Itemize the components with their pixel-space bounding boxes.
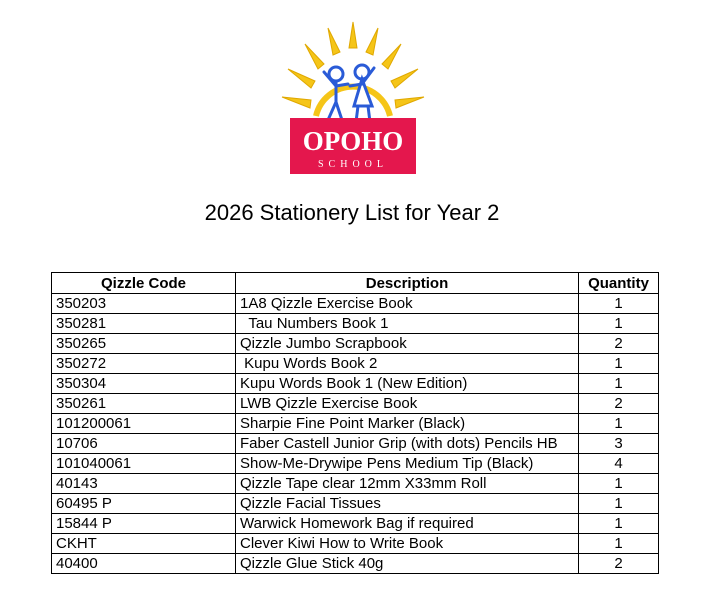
row-quantity: 2 (579, 394, 659, 414)
row-code: CKHT (52, 534, 236, 554)
table-row (52, 514, 659, 534)
table-row (52, 554, 659, 574)
table-row (52, 534, 659, 554)
row-description: Clever Kiwi How to Write Book (236, 534, 579, 554)
row-description: Kupu Words Book 2 (236, 354, 579, 374)
header-quantity: Quantity (579, 273, 659, 294)
row-quantity: 2 (579, 554, 659, 574)
table-row (52, 414, 659, 434)
row-quantity: 1 (579, 314, 659, 334)
row-description: Show-Me-Drywipe Pens Medium Tip (Black) (236, 454, 579, 474)
row-description: Qizzle Glue Stick 40g (236, 554, 579, 574)
row-quantity: 1 (579, 294, 659, 314)
row-code: 40143 (52, 474, 236, 494)
table-row (52, 314, 659, 334)
row-code: 350261 (52, 394, 236, 414)
row-code: 350281 (52, 314, 236, 334)
row-code: 101040061 (52, 454, 236, 474)
row-quantity: 1 (579, 494, 659, 514)
row-description: Tau Numbers Book 1 (236, 314, 579, 334)
row-code: 350203 (52, 294, 236, 314)
row-description: Kupu Words Book 1 (New Edition) (236, 374, 579, 394)
row-code: 10706 (52, 434, 236, 454)
sun-rays-icon (282, 22, 424, 108)
row-description: LWB Qizzle Exercise Book (236, 394, 579, 414)
opoho-school-logo (278, 14, 428, 179)
table-header-row (52, 273, 659, 294)
row-code: 40400 (52, 554, 236, 574)
row-description: Qizzle Jumbo Scrapbook (236, 334, 579, 354)
row-quantity: 1 (579, 374, 659, 394)
row-quantity: 3 (579, 434, 659, 454)
row-description: Qizzle Tape clear 12mm X33mm Roll (236, 474, 579, 494)
row-description: 1A8 Qizzle Exercise Book (236, 294, 579, 314)
table-row (52, 374, 659, 394)
table-row (52, 394, 659, 414)
logo-name: OPOHO (302, 126, 404, 156)
row-description: Qizzle Facial Tissues (236, 494, 579, 514)
row-quantity: 1 (579, 534, 659, 554)
row-description: Faber Castell Junior Grip (with dots) Pencils HB (236, 434, 579, 454)
row-quantity: 2 (579, 334, 659, 354)
row-quantity: 1 (579, 354, 659, 374)
table-row (52, 494, 659, 514)
row-code: 350265 (52, 334, 236, 354)
table-row (52, 294, 659, 314)
table-row (52, 434, 659, 454)
table-row (52, 474, 659, 494)
row-code: 15844 P (52, 514, 236, 534)
row-quantity: 1 (579, 414, 659, 434)
row-quantity: 1 (579, 474, 659, 494)
table-row (52, 334, 659, 354)
row-code: 60495 P (52, 494, 236, 514)
row-quantity: 1 (579, 514, 659, 534)
row-description: Sharpie Fine Point Marker (Black) (236, 414, 579, 434)
table-row (52, 454, 659, 474)
stationery-table (51, 272, 659, 574)
header-description: Description (236, 273, 579, 294)
logo-subtitle: SCHOOL (317, 159, 389, 170)
row-quantity: 4 (579, 454, 659, 474)
row-code: 350272 (52, 354, 236, 374)
row-code: 350304 (52, 374, 236, 394)
table-row (52, 354, 659, 374)
header-code: Qizzle Code (52, 273, 236, 294)
row-description: Warwick Homework Bag if required (236, 514, 579, 534)
page-title: 2026 Stationery List for Year 2 (204, 200, 500, 225)
row-code: 101200061 (52, 414, 236, 434)
